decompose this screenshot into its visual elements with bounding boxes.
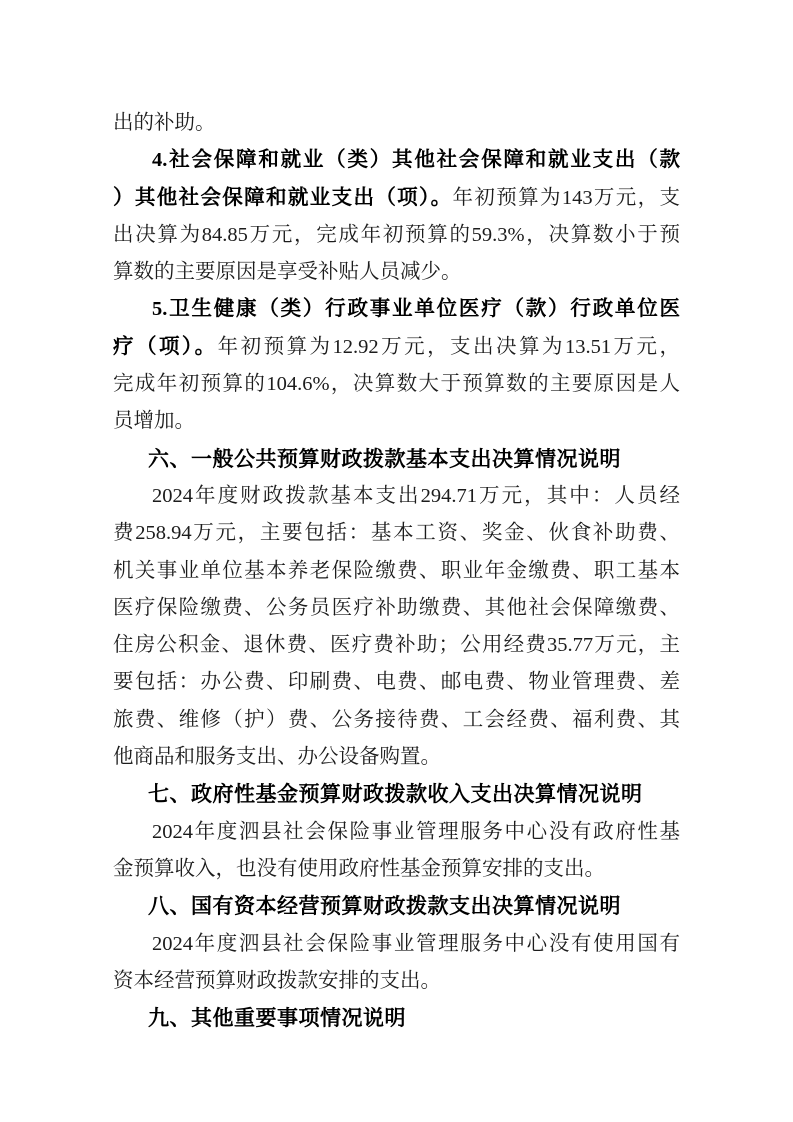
text-line (113, 814, 680, 851)
text-line (113, 702, 680, 739)
body-text: 2024年度泗县社会保险事业管理服务中心没有使用国有 (152, 932, 680, 955)
text-line (113, 515, 680, 552)
section-heading (113, 441, 680, 478)
body-text: 要包括：办公费、印刷费、电费、邮电费、物业管理费、差 (113, 671, 680, 694)
emphasis-text: ）其他社会保障和就业支出（项）。 (113, 186, 453, 209)
section-heading (113, 776, 680, 813)
body-text: 旅费、维修（护）费、公务接待费、工会经费、福利费、其 (113, 708, 680, 731)
text-line (113, 739, 680, 776)
text-line (113, 254, 680, 291)
emphasis-text: 九、其他重要事项情况说明 (148, 1007, 406, 1031)
emphasis-text: 七、政府性基金预算财政拨款收入支出决算情况说明 (148, 783, 643, 807)
text-line (113, 851, 680, 888)
text-line (113, 664, 680, 701)
body-text: 机关事业单位基本养老保险缴费、职业年金缴费、职工基本 (113, 559, 680, 582)
emphasis-text: 5.卫生健康（类）行政事业单位医疗（款）行政单位医 (152, 298, 680, 321)
section-heading (113, 1000, 680, 1037)
text-line (113, 926, 680, 963)
text-line (113, 180, 680, 217)
body-text: 住房公积金、退休费、医疗费补助；公用经费35.77万元，主 (113, 634, 680, 657)
text-line (113, 217, 680, 254)
text-line (113, 478, 680, 515)
body-text: 金预算收入，也没有使用政府性基金预算安排的支出。 (113, 857, 605, 880)
text-line (113, 329, 680, 366)
body-text: 年初预算为12.92万元，支出决算为13.51万元， (217, 335, 681, 358)
body-text: 他商品和服务支出、办公设备购置。 (113, 746, 441, 769)
body-text: 出决算为84.85万元，完成年初预算的59.3%，决算数小于预 (113, 223, 680, 246)
body-text: 2024年度泗县社会保险事业管理服务中心没有政府性基 (152, 820, 680, 843)
body-text: 年初预算为143万元，支 (452, 186, 681, 209)
body-text: 费258.94万元，主要包括：基本工资、奖金、伙食补助费、 (113, 522, 680, 545)
text-line (113, 590, 680, 627)
text-line (113, 403, 680, 440)
text-line (113, 366, 680, 403)
text-line (113, 105, 680, 142)
emphasis-text: 六、一般公共预算财政拨款基本支出决算情况说明 (148, 447, 621, 471)
section-heading (113, 888, 680, 925)
emphasis-text: 4.社会保障和就业（类）其他社会保障和就业支出（款 (152, 149, 680, 172)
document-page (113, 105, 680, 1037)
body-text: 完成年初预算的104.6%，决算数大于预算数的主要原因是人 (113, 373, 680, 396)
body-text: 医疗保险缴费、公务员医疗补助缴费、其他社会保障缴费、 (113, 596, 680, 619)
text-line (113, 142, 680, 179)
body-text: 算数的主要原因是享受补贴人员减少。 (113, 261, 462, 284)
text-line (113, 627, 680, 664)
emphasis-text: 八、国有资本经营预算财政拨款支出决算情况说明 (148, 895, 621, 919)
text-line (113, 553, 680, 590)
body-text: 员增加。 (113, 410, 195, 433)
text-line (113, 291, 680, 328)
emphasis-text: 疗（项）。 (113, 335, 218, 358)
text-line (113, 963, 680, 1000)
body-text: 资本经营预算财政拨款安排的支出。 (113, 969, 441, 992)
body-text: 2024年度财政拨款基本支出294.71万元，其中：人员经 (152, 484, 680, 507)
body-text: 出的补助。 (113, 112, 216, 134)
